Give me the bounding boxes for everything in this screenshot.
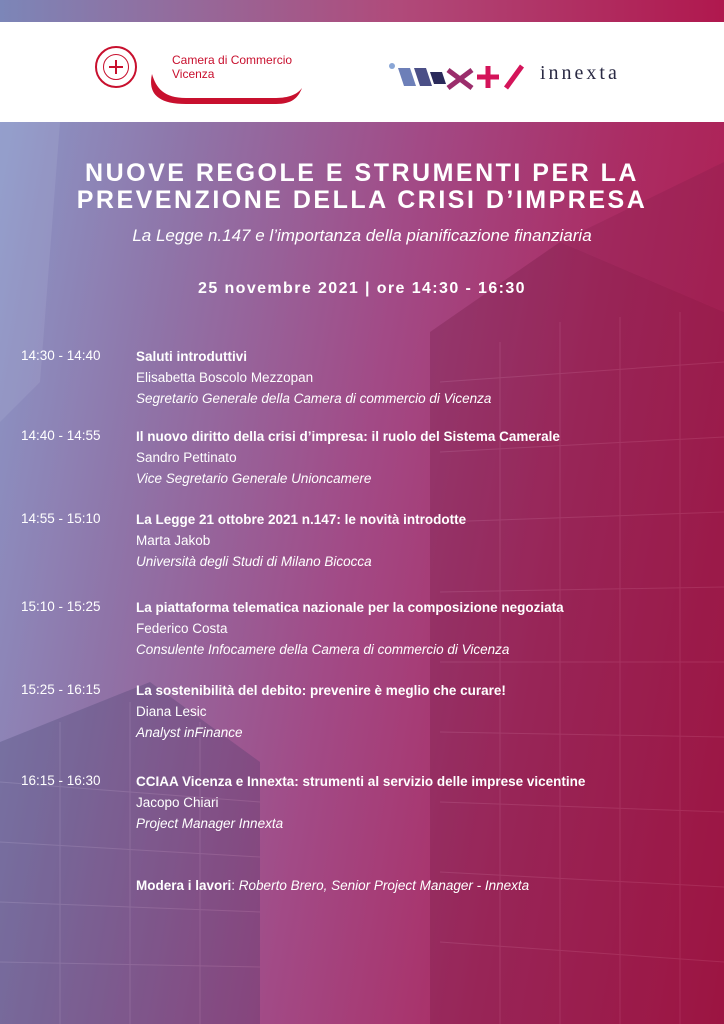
agenda-speaker-role: Analyst inFinance [136, 725, 243, 740]
agenda-time: 14:40 - 14:55 [21, 428, 101, 443]
top-color-strip [0, 0, 724, 22]
agenda-speaker: Sandro Pettinato [136, 450, 237, 465]
agenda-talk-title: La Legge 21 ottobre 2021 n.147: le novità introdotte [136, 512, 467, 527]
agenda-time: 14:30 - 14:40 [21, 348, 101, 363]
event-title: NUOVE REGOLE E STRUMENTI PER LA PREVENZIONE DELLA CRISI D’IMPRESA [76, 159, 648, 214]
innexta-wordmark: innexta [540, 62, 620, 84]
agenda-time: 14:55 - 15:10 [21, 511, 101, 526]
agenda-time: 16:15 - 16:30 [21, 773, 101, 788]
agenda-talk-title: La sostenibilità del debito: prevenire è meglio che curare! [136, 683, 506, 698]
event-date-time: 25 novembre 2021 | ore 14:30 - 16:30 [198, 280, 526, 297]
camera-commercio-logo-text: Camera di Commercio Vicenza [172, 53, 293, 81]
logo-header [0, 22, 724, 122]
event-subtitle: La Legge n.147 e l’importanza della pianificazione finanziaria [132, 226, 592, 245]
agenda-talk-title: CCIAA Vicenza e Innexta: strumenti al servizio delle imprese vicentine [136, 774, 586, 789]
agenda-time: 15:25 - 16:15 [21, 682, 101, 697]
civitas-vicentia-seal-logo [95, 46, 137, 88]
agenda-speaker: Federico Costa [136, 621, 228, 636]
innexta-symbol-logo [388, 58, 528, 94]
agenda-talk-title: Saluti introduttivi [136, 349, 247, 364]
agenda-speaker: Jacopo Chiari [136, 795, 219, 810]
moderator-label: Modera i lavori [136, 878, 232, 893]
agenda-talk-title: Il nuovo diritto della crisi d’impresa: il ruolo del Sistema Camerale [136, 429, 560, 444]
agenda-speaker: Elisabetta Boscolo Mezzopan [136, 370, 314, 385]
agenda-talk-title: La piattaforma telematica nazionale per la composizione negoziata [136, 600, 564, 615]
seal-cross-icon [97, 48, 135, 86]
agenda-speaker-role: Segretario Generale della Camera di commercio di Vicenza [136, 391, 492, 406]
agenda-speaker-role: Università degli Studi di Milano Bicocca [136, 554, 372, 569]
moderator-name: Roberto Brero, Senior Project Manager - Innexta [238, 878, 530, 893]
camera-commercio-swoosh-icon [146, 70, 306, 110]
agenda-speaker: Diana Lesic [136, 704, 207, 719]
moderator-line: Modera i lavori: Roberto Brero, Senior Project Manager - Innexta [136, 878, 530, 893]
agenda-time: 15:10 - 15:25 [21, 599, 101, 614]
agenda-speaker: Marta Jakob [136, 533, 211, 548]
agenda-speaker-role: Project Manager Innexta [136, 816, 284, 831]
agenda-speaker-role: Vice Segretario Generale Unioncamere [136, 471, 372, 486]
agenda-speaker-role: Consulente Infocamere della Camera di commercio di Vicenza [136, 642, 510, 657]
